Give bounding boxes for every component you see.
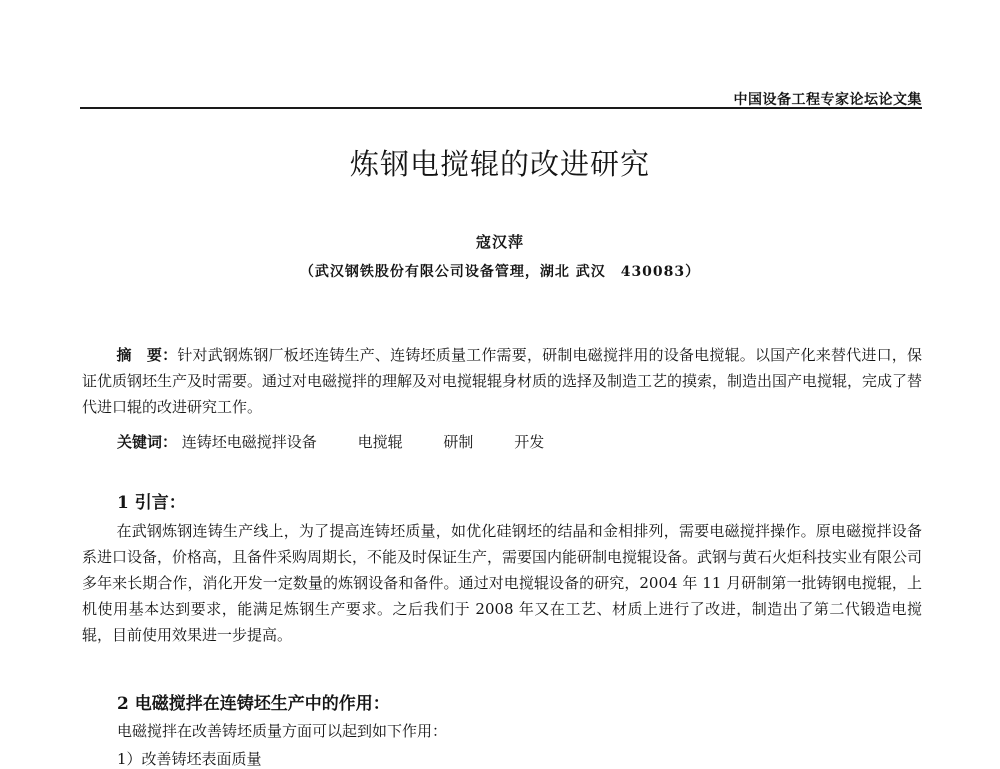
author-name: 寇汉萍 — [475, 233, 524, 251]
keywords-label: 关键词： — [117, 433, 178, 451]
introduction-paragraph: 在武钢炼钢连铸生产线上，为了提高连铸坯质量，如优化硅钢坯的结晶和金相排列，需要电磁搅拌操作。原电磁搅拌设备系进口设备，价格高，且备件采购周期长，不能及时保证生产，需要国内能研制电搅辊设备。武钢与黄石火炬科技实业有限公司多年来长期合作，消化开发一定数量的炼钢设备和备件。通过对电搅辊设备的研究，2004 年 11 月研制第一批铸钢电搅辊，上机使用基本达到要求，能满足炼钢生产要求。之后我们于 2008 年又在工艺、材质上进行了改进，制造出了第二代锻造电搅辊，目前使用效果进一步提高。 — [82, 522, 923, 644]
keyword-item: 研制 — [443, 433, 474, 451]
header-rule — [80, 107, 922, 109]
keywords — [117, 431, 580, 452]
section2-list-item: 1）改善铸坯表面质量 — [117, 750, 262, 768]
section-heading-introduction: 1 引言： — [117, 493, 186, 513]
abstract-text: 针对武钢炼钢厂板坯连铸生产、连铸坯质量工作需要，研制电磁搅拌用的设备电搅辊。以国产化来替代进口，保证优质钢坯生产及时需要。通过对电磁搅拌的理解及对电搅辊辊身材质的选择及制造工艺的摸索，制造出国产电搅辊，完成了替代进口辊的改进研究工作。 — [82, 346, 923, 416]
keyword-item: 开发 — [514, 433, 545, 451]
paper-title: 炼钢电搅辊的改进研究 — [349, 147, 650, 181]
abstract — [82, 342, 922, 420]
section2-intro-line: 电磁搅拌在改善铸坯质量方面可以起到如下作用： — [117, 722, 448, 740]
keyword-item: 电搅辊 — [357, 433, 403, 451]
collection-title: 中国设备工程专家论坛论文集 — [733, 92, 922, 108]
abstract-label: 摘 要： — [116, 346, 178, 364]
author-affiliation: （武汉钢铁股份有限公司设备管理，湖北 武汉 430083） — [299, 264, 701, 280]
section-heading-role: 2 电磁搅拌在连铸坯生产中的作用： — [117, 694, 390, 714]
keyword-item: 连铸坯电磁搅拌设备 — [181, 433, 317, 451]
